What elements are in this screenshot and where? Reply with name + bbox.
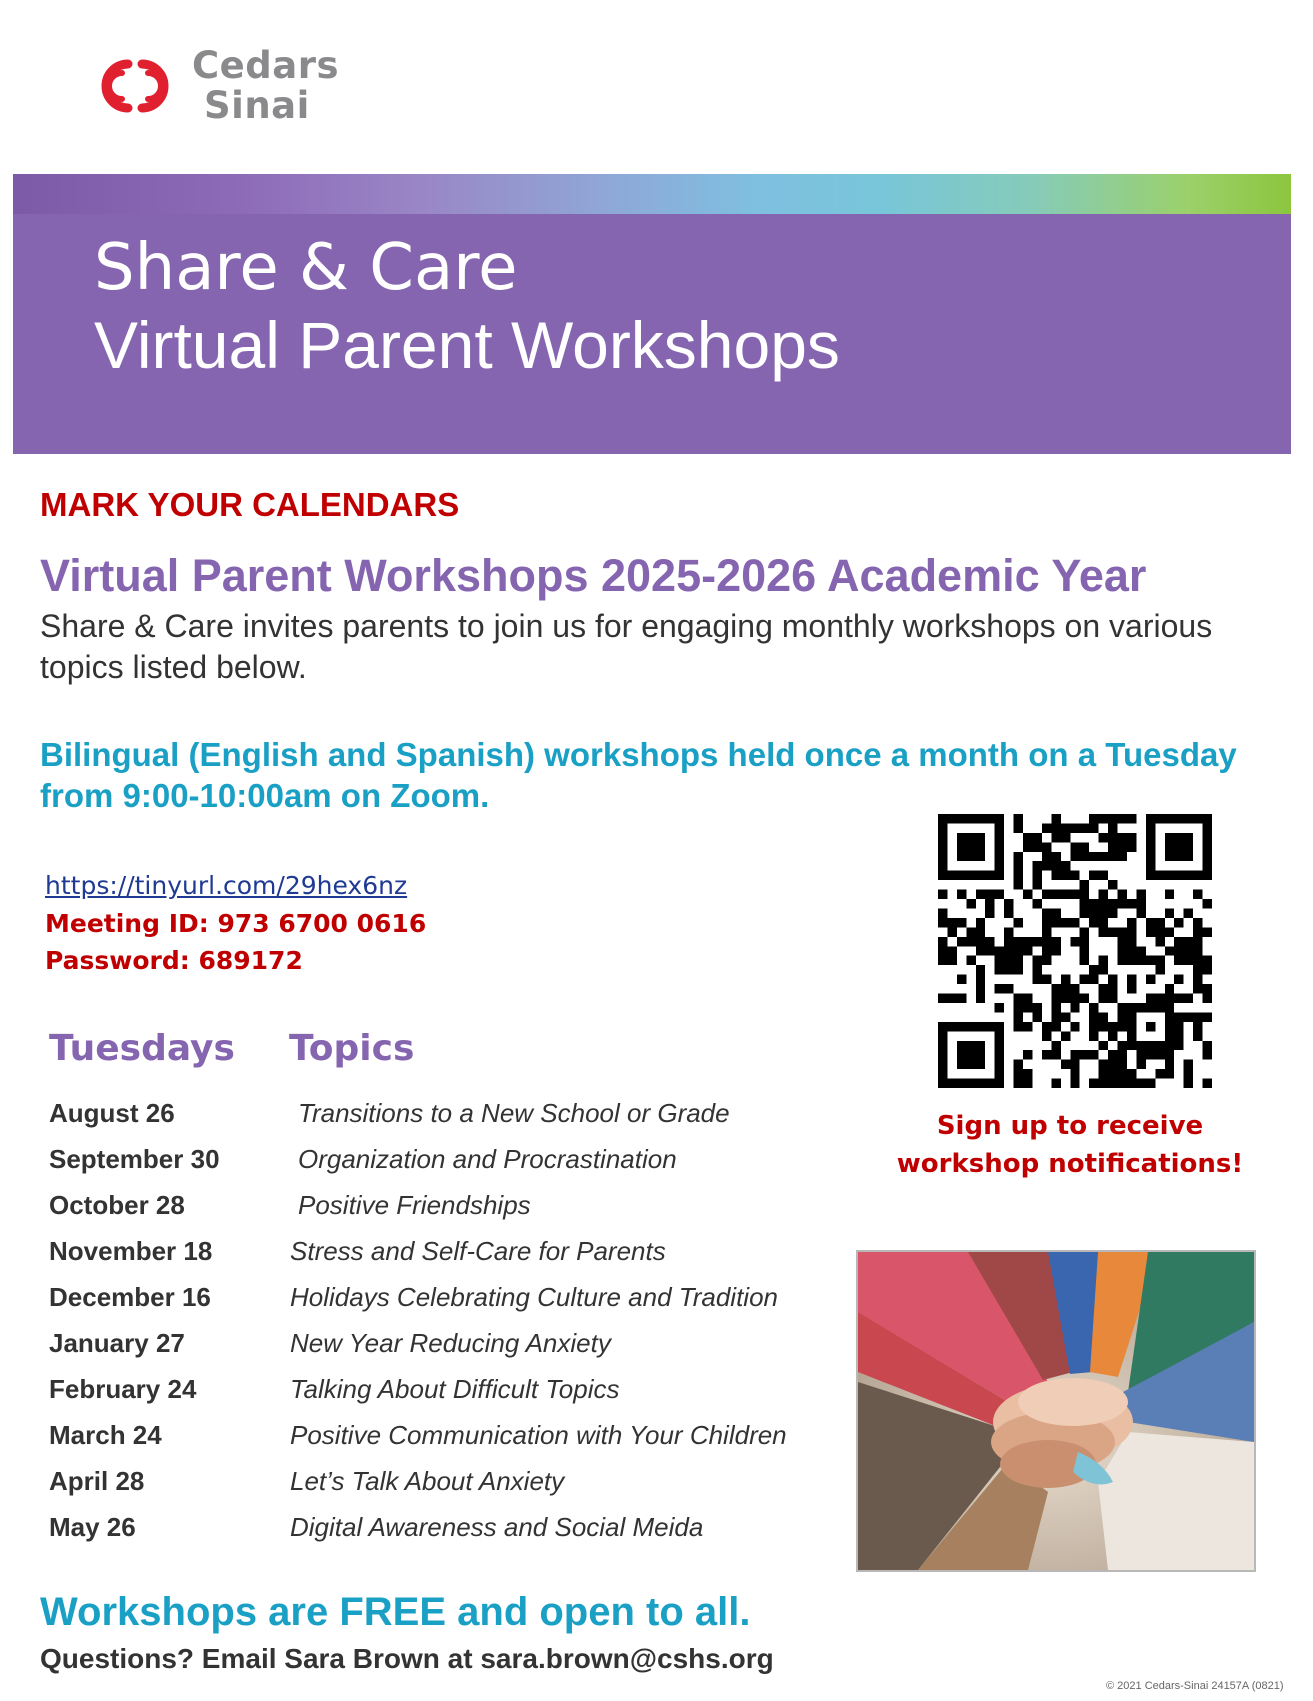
schedule-row <box>49 1374 809 1420</box>
schedule-topic: Let’s Talk About Anxiety <box>290 1466 565 1496</box>
schedule-row <box>49 1512 809 1558</box>
zoom-link[interactable]: https://tinyurl.com/29hex6nz <box>45 871 408 900</box>
schedule-date: December 16 <box>49 1282 211 1312</box>
schedule-date: January 27 <box>49 1328 185 1358</box>
schedule-row <box>49 1144 809 1190</box>
meeting-password: Password: 689172 <box>45 946 303 975</box>
schedule-topic: Organization and Procrastination <box>298 1144 677 1174</box>
schedule-topic: Holidays Celebrating Culture and Tradition <box>290 1282 778 1312</box>
schedule-date: November 18 <box>49 1236 213 1266</box>
signup-caption <box>890 1107 1250 1183</box>
cedars-sinai-logo <box>88 46 348 126</box>
cedars-sinai-mark-icon <box>88 46 184 126</box>
schedule-topic: Positive Communication with Your Children <box>290 1420 787 1450</box>
signup-caption-line2: workshop notifications! <box>896 1149 1244 1179</box>
schedule-row <box>49 1098 809 1144</box>
schedule-topic: Transitions to a New School or Grade <box>298 1098 730 1128</box>
schedule-topic: New Year Reducing Anxiety <box>290 1328 611 1358</box>
banner-title-line2: Virtual Parent Workshops <box>94 308 840 382</box>
banner-title-line1: Share & Care <box>94 231 518 305</box>
schedule-row <box>49 1328 809 1374</box>
schedule-row <box>49 1466 809 1512</box>
schedule-row <box>49 1236 809 1282</box>
schedule-row <box>49 1420 809 1466</box>
hands-photo-illustration <box>858 1252 1254 1570</box>
schedule-date: October 28 <box>49 1190 185 1220</box>
schedule-topic: Positive Friendships <box>298 1190 531 1220</box>
schedule-date: September 30 <box>49 1144 220 1174</box>
schedule-row <box>49 1282 809 1328</box>
schedule-row <box>49 1190 809 1236</box>
schedule-date: May 26 <box>49 1512 136 1542</box>
schedule-date: April 28 <box>49 1466 145 1496</box>
logo-word-sinai: Sinai <box>204 84 310 127</box>
logo-word-cedars: Cedars <box>192 44 339 87</box>
contact-questions: Questions? Email Sara Brown at sara.brown@cshs.org <box>40 1643 774 1674</box>
schedule-topic: Digital Awareness and Social Meida <box>290 1512 704 1542</box>
copyright-notice: © 2021 Cedars-Sinai 24157A (0821) <box>1106 1680 1284 1692</box>
page-headline: Virtual Parent Workshops 2025-2026 Academic Year <box>40 550 1147 601</box>
mark-calendars-heading: MARK YOUR CALENDARS <box>40 486 460 523</box>
schedule-topic: Talking About Difficult Topics <box>290 1374 620 1404</box>
schedule-date: August 26 <box>49 1098 175 1128</box>
meeting-id: Meeting ID: 973 6700 0616 <box>45 909 427 938</box>
schedule-date: February 24 <box>49 1374 197 1404</box>
column-header-topics: Topics <box>289 1028 415 1069</box>
free-workshops-banner: Workshops are FREE and open to all. <box>40 1590 751 1634</box>
intro-text: Share & Care invites parents to join us for engaging monthly workshops on various topics listed below. <box>40 608 1213 685</box>
hands-together-photo <box>856 1250 1256 1572</box>
schedule-date: March 24 <box>49 1420 162 1450</box>
bilingual-notice: Bilingual (English and Spanish) workshops held once a month on a Tuesday from 9:00-10:00am on Zoom. <box>40 736 1237 814</box>
schedule-topic: Stress and Self-Care for Parents <box>290 1236 666 1266</box>
signup-qr-code-icon[interactable] <box>938 814 1212 1088</box>
workshop-schedule <box>49 1098 809 1558</box>
column-header-tuesdays: Tuesdays <box>49 1028 235 1069</box>
banner-gradient-strip <box>13 174 1291 216</box>
signup-caption-line1: Sign up to receive <box>936 1111 1204 1141</box>
